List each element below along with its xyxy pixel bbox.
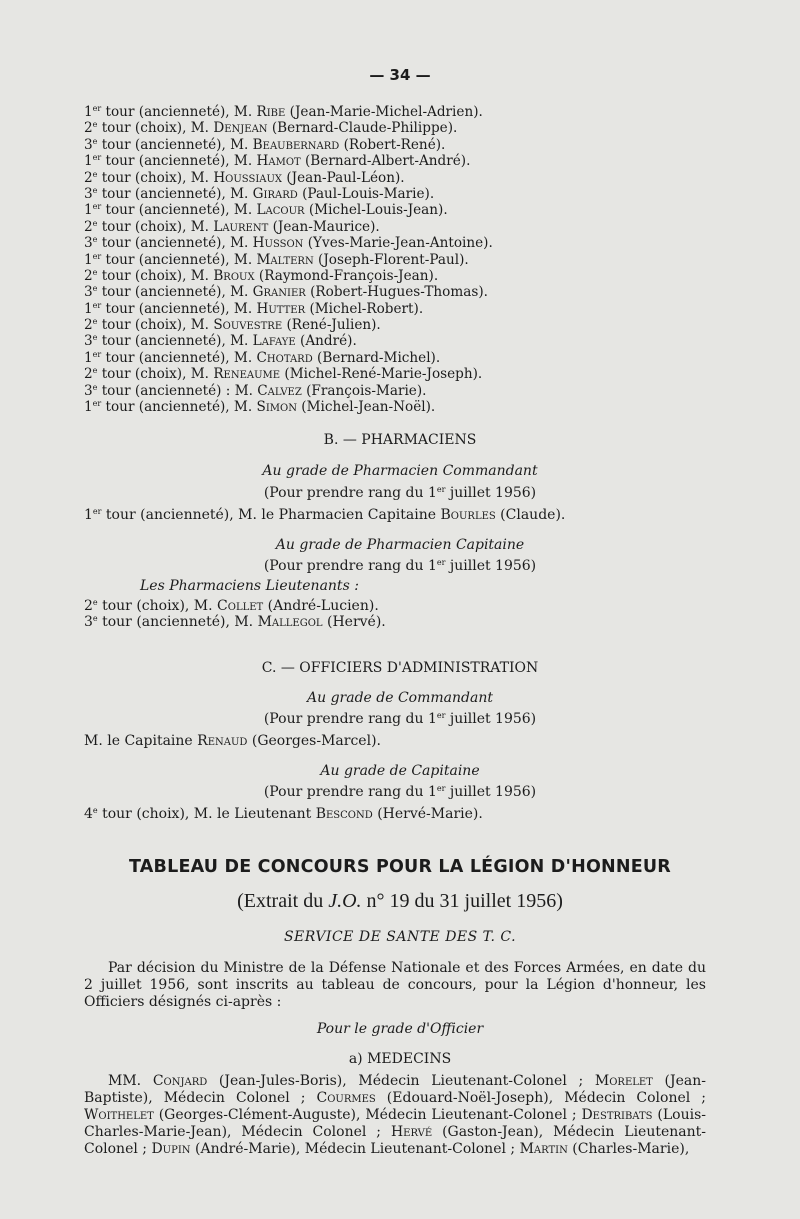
rang-sup: er bbox=[436, 485, 446, 494]
entry-given-names: (Jean-Marie-Michel-Adrien). bbox=[285, 104, 483, 120]
entry-text: tour (ancienneté), M. bbox=[97, 185, 253, 202]
section-b-rang-1 bbox=[0, 485, 800, 501]
entry-given-names: (Jean-Maurice). bbox=[268, 218, 380, 235]
entry-sup: e bbox=[92, 284, 98, 294]
rang-text-end: juillet 1956) bbox=[445, 711, 537, 727]
tour-entry bbox=[84, 104, 724, 120]
entry-text: tour (choix), M. bbox=[97, 267, 214, 284]
entry-sup: er bbox=[92, 104, 102, 113]
entry-given-names: (André). bbox=[295, 333, 357, 350]
entry-given-names: (François-Marie). bbox=[301, 382, 427, 399]
entry-ord: 3 bbox=[84, 235, 93, 252]
entry-surname: Hutter bbox=[256, 300, 306, 317]
entry-sup: e bbox=[92, 382, 98, 392]
entry-ord: 1 bbox=[84, 300, 93, 317]
medecin-details: (Georges-Clément-Auguste), Médecin Lieutenant-Colonel ; bbox=[153, 1107, 582, 1123]
entry-text: tour (choix), M. le Lieutenant bbox=[97, 806, 316, 822]
entry-sup: e bbox=[92, 614, 98, 623]
entry-ord: 1 bbox=[84, 399, 93, 416]
entry-surname: Laurent bbox=[213, 218, 269, 235]
entry-sup: e bbox=[92, 136, 98, 146]
medecin-surname: Morelet bbox=[594, 1073, 653, 1089]
page-number: — 34 — bbox=[369, 66, 431, 84]
entry-surname: Girard bbox=[252, 185, 298, 202]
entry-given-names: (Michel-Robert). bbox=[305, 300, 424, 317]
tour-entry bbox=[84, 333, 724, 349]
entry-sup: e bbox=[92, 235, 98, 245]
entry-surname: Chotard bbox=[256, 349, 313, 366]
rang-sup: er bbox=[436, 558, 446, 567]
rang-text: (Pour prendre rang du 1 bbox=[263, 711, 437, 727]
entry-surname: Husson bbox=[252, 235, 304, 252]
tour-entry bbox=[84, 383, 724, 399]
entry-surname: Calvez bbox=[257, 382, 302, 399]
tour-entry bbox=[84, 350, 724, 366]
entry-ord: 1 bbox=[84, 104, 93, 120]
entry-ord: 1 bbox=[84, 251, 93, 268]
entry-ord: 4 bbox=[84, 806, 93, 822]
entry-surname: Simon bbox=[256, 399, 297, 416]
section-b-entry-2 bbox=[84, 598, 379, 614]
entry-text: tour (ancienneté), M. bbox=[101, 300, 257, 317]
section-c-grade-commandant: Au grade de Commandant bbox=[307, 690, 493, 706]
section-c-rang-1 bbox=[0, 711, 800, 727]
tour-entry bbox=[84, 170, 724, 186]
entry-surname: Collet bbox=[217, 598, 264, 614]
entry-given-names: (André-Lucien). bbox=[263, 598, 379, 614]
entry-ord: 2 bbox=[84, 267, 93, 284]
entry-ord: 2 bbox=[84, 120, 93, 137]
entry-text: tour (ancienneté) : M. bbox=[97, 382, 258, 399]
entry-surname: Bescond bbox=[315, 806, 373, 822]
decision-paragraph bbox=[84, 960, 706, 1011]
rang-text: (Pour prendre rang du 1 bbox=[263, 558, 437, 574]
entry-text: tour (ancienneté), M. bbox=[101, 251, 257, 268]
grade-officier: Pour le grade d'Officier bbox=[316, 1021, 484, 1037]
tour-entry bbox=[84, 366, 724, 382]
tour-entry bbox=[84, 202, 724, 218]
rang-text-end: juillet 1956) bbox=[445, 558, 537, 574]
entry-surname: Broux bbox=[213, 267, 255, 284]
entry-given-names: (Hervé). bbox=[322, 614, 386, 630]
entry-ord: 3 bbox=[84, 185, 93, 202]
entry-surname: Hamot bbox=[256, 153, 301, 170]
entry-ord: 2 bbox=[84, 317, 93, 334]
entry-surname: Lacour bbox=[256, 202, 305, 219]
entry-sup: e bbox=[92, 333, 98, 343]
entry-text: tour (ancienneté), M. bbox=[97, 136, 253, 153]
entry-text: tour (ancienneté), M. bbox=[101, 399, 257, 416]
entry-text: tour (choix), M. bbox=[97, 169, 214, 186]
entry-given-names: (Michel-Louis-Jean). bbox=[304, 202, 448, 219]
section-b-rang-2 bbox=[0, 558, 800, 574]
medecin-surname: Woithelet bbox=[84, 1107, 154, 1123]
entry-ord: 3 bbox=[84, 284, 93, 301]
tour-entry bbox=[84, 399, 724, 415]
tour-entry bbox=[84, 301, 724, 317]
entry-text: tour (ancienneté), M. bbox=[101, 153, 257, 170]
entry-text: tour (choix), M. bbox=[97, 317, 214, 334]
section-b-grade-capitaine: Au grade de Pharmacien Capitaine bbox=[275, 537, 525, 553]
tour-entry bbox=[84, 284, 724, 300]
section-b-entry-1 bbox=[84, 507, 565, 523]
section-c-entry-1 bbox=[84, 733, 381, 749]
tour-entry bbox=[84, 137, 724, 153]
entry-surname: Renaud bbox=[197, 733, 248, 749]
medecins-prefix: MM. bbox=[108, 1073, 153, 1089]
medecin-surname: Hervé bbox=[390, 1124, 433, 1140]
medecin-details: (Charles-Marie), bbox=[567, 1141, 690, 1157]
entry-sup: e bbox=[92, 598, 98, 607]
tableau-title: TABLEAU DE CONCOURS POUR LA LÉGION D'HONNEUR bbox=[129, 857, 671, 877]
medecin-surname: Dupin bbox=[151, 1141, 191, 1157]
entry-ord: 3 bbox=[84, 382, 93, 399]
entry-text: tour (choix), M. bbox=[97, 218, 214, 235]
tour-entry bbox=[84, 252, 724, 268]
entry-sup: e bbox=[92, 366, 98, 376]
entry-given-names: (Michel-René-Marie-Joseph). bbox=[280, 366, 483, 383]
medecins-paragraph bbox=[84, 1073, 706, 1158]
medecin-details: (Jean-Jules-Boris), Médecin Lieutenant-Colonel ; bbox=[207, 1073, 595, 1089]
tours-list bbox=[84, 104, 724, 415]
tour-entry bbox=[84, 219, 724, 235]
entry-surname: Bourles bbox=[440, 507, 496, 523]
tour-entry bbox=[84, 120, 724, 136]
entry-given-names: (Hervé-Marie). bbox=[372, 806, 483, 822]
entry-surname: Reneaume bbox=[213, 366, 281, 383]
medecin-surname: Martin bbox=[519, 1141, 568, 1157]
entry-ord: 1 bbox=[84, 349, 93, 366]
tour-entry bbox=[84, 317, 724, 333]
tour-entry bbox=[84, 235, 724, 251]
entry-given-names: (Paul-Louis-Marie). bbox=[297, 185, 435, 202]
entry-sup: e bbox=[92, 317, 98, 327]
entry-ord: 2 bbox=[84, 366, 93, 383]
extrait-text-end: n° 19 du 31 juillet 1956) bbox=[361, 890, 563, 912]
entry-ord: 2 bbox=[84, 169, 93, 186]
entry-sup: e bbox=[92, 806, 98, 815]
entry-surname: Beaubernard bbox=[252, 136, 340, 153]
entry-sup: er bbox=[92, 251, 102, 261]
rang-text: (Pour prendre rang du 1 bbox=[263, 784, 437, 800]
section-c-grade-capitaine: Au grade de Capitaine bbox=[320, 763, 480, 779]
medecin-surname: Courmes bbox=[316, 1090, 376, 1106]
entry-given-names: (Robert-Hugues-Thomas). bbox=[305, 284, 488, 301]
entry-surname: Souvestre bbox=[213, 317, 283, 334]
rang-text-end: juillet 1956) bbox=[445, 485, 537, 501]
entry-given-names: (Bernard-Claude-Philippe). bbox=[267, 120, 458, 137]
medecin-details: (Gaston-Jean), Médecin Lieutenant-Colonel ; bbox=[84, 1124, 706, 1157]
entry-text: M. le Capitaine bbox=[84, 733, 198, 749]
entry-sup: e bbox=[92, 218, 98, 228]
entry-text: tour (ancienneté), M. bbox=[97, 284, 253, 301]
entry-sup: e bbox=[92, 120, 98, 130]
entry-given-names: (Claude). bbox=[495, 507, 566, 523]
entry-surname: Denjean bbox=[213, 120, 268, 137]
entry-ord: 1 bbox=[84, 153, 93, 170]
section-b-subhead: Les Pharmaciens Lieutenants : bbox=[140, 578, 359, 594]
entry-sup: er bbox=[92, 300, 102, 310]
entry-given-names: (Georges-Marcel). bbox=[247, 733, 381, 749]
section-c-rang-2 bbox=[0, 784, 800, 800]
entry-text: tour (ancienneté), M. bbox=[97, 235, 253, 252]
medecin-details: (André-Marie), Médecin Lieutenant-Colonel ; bbox=[190, 1141, 520, 1157]
entry-sup: er bbox=[92, 202, 102, 212]
rang-text: (Pour prendre rang du 1 bbox=[263, 485, 437, 501]
entry-sup: er bbox=[92, 153, 102, 163]
entry-sup: er bbox=[92, 349, 102, 359]
section-c-title: C. — OFFICIERS D'ADMINISTRATION bbox=[261, 660, 539, 676]
medecin-surname: Conjard bbox=[152, 1073, 208, 1089]
extrait-text: (Extrait du bbox=[237, 890, 329, 912]
entry-given-names: (Robert-René). bbox=[339, 136, 446, 153]
section-b-title: B. — PHARMACIENS bbox=[323, 432, 477, 448]
medecin-details: (Edouard-Noël-Joseph), Médecin Colonel ; bbox=[375, 1090, 706, 1106]
extrait-jo: J.O. bbox=[328, 890, 362, 912]
entry-text: tour (ancienneté), M. bbox=[97, 614, 258, 630]
entry-text: tour (choix), M. bbox=[97, 598, 218, 614]
entry-given-names: (Bernard-Albert-André). bbox=[300, 153, 471, 170]
entry-given-names: (René-Julien). bbox=[282, 317, 381, 334]
entry-sup: e bbox=[92, 185, 98, 195]
entry-surname: Mallegol bbox=[257, 614, 323, 630]
entry-ord: 3 bbox=[84, 333, 93, 350]
entry-text: tour (ancienneté), M. bbox=[97, 333, 253, 350]
entry-ord: 3 bbox=[84, 136, 93, 153]
entry-surname: Ribe bbox=[256, 104, 286, 120]
entry-surname: Granier bbox=[252, 284, 306, 301]
section-b-entry-3 bbox=[84, 614, 386, 630]
section-c-entry-2 bbox=[84, 806, 483, 822]
tour-entry bbox=[84, 186, 724, 202]
section-b-grade-commandant: Au grade de Pharmacien Commandant bbox=[262, 463, 538, 479]
entry-given-names: (Joseph-Florent-Paul). bbox=[313, 251, 469, 268]
entry-sup: e bbox=[92, 169, 98, 179]
service-heading: SERVICE DE SANTE DES T. C. bbox=[283, 929, 517, 945]
entry-sup: er bbox=[92, 399, 102, 409]
entry-given-names: (Jean-Paul-Léon). bbox=[282, 169, 405, 186]
entry-text: tour (choix), M. bbox=[97, 366, 214, 383]
entry-text: tour (ancienneté), M. bbox=[101, 104, 257, 120]
entry-surname: Houssiaux bbox=[213, 169, 283, 186]
medecin-details: (Jean-Baptiste), Médecin Colonel ; bbox=[84, 1073, 706, 1106]
entry-surname: Maltern bbox=[256, 251, 314, 268]
entry-ord: 3 bbox=[84, 614, 93, 630]
medecin-details: (Louis-Charles-Marie-Jean), Médecin Colonel ; bbox=[84, 1107, 706, 1140]
entry-given-names: (Raymond-François-Jean). bbox=[254, 267, 439, 284]
tour-entry bbox=[84, 268, 724, 284]
entry-text: tour (ancienneté), M. bbox=[101, 202, 257, 219]
entry-text: tour (choix), M. bbox=[97, 120, 214, 137]
decision-text: Par décision du Ministre de la Défense Nationale et des Forces Armées, en date du 2 juillet 1956, sont inscrits au tableau de concours, pour la Légion d'honneur, les Officiers désignés ci-après : bbox=[84, 960, 706, 1010]
rang-text-end: juillet 1956) bbox=[445, 784, 537, 800]
entry-sup: e bbox=[92, 267, 98, 277]
entry-ord: 2 bbox=[84, 598, 93, 614]
entry-ord: 2 bbox=[84, 218, 93, 235]
medecins-subhead: a) MEDECINS bbox=[348, 1051, 452, 1067]
extrait-line bbox=[0, 890, 800, 913]
entry-given-names: (Yves-Marie-Jean-Antoine). bbox=[303, 235, 493, 252]
tour-entry bbox=[84, 153, 724, 169]
entry-ord: 1 bbox=[84, 507, 93, 523]
entry-surname: Lafaye bbox=[252, 333, 296, 350]
entry-given-names: (Bernard-Michel). bbox=[312, 349, 441, 366]
entry-sup: er bbox=[92, 507, 102, 516]
entry-ord: 1 bbox=[84, 202, 93, 219]
rang-sup: er bbox=[436, 784, 446, 793]
entry-text: tour (ancienneté), M. le Pharmacien Capitaine bbox=[101, 507, 441, 523]
medecin-surname: Destribats bbox=[581, 1107, 653, 1123]
entry-text: tour (ancienneté), M. bbox=[101, 349, 257, 366]
rang-sup: er bbox=[436, 711, 446, 720]
entry-given-names: (Michel-Jean-Noël). bbox=[296, 399, 436, 416]
